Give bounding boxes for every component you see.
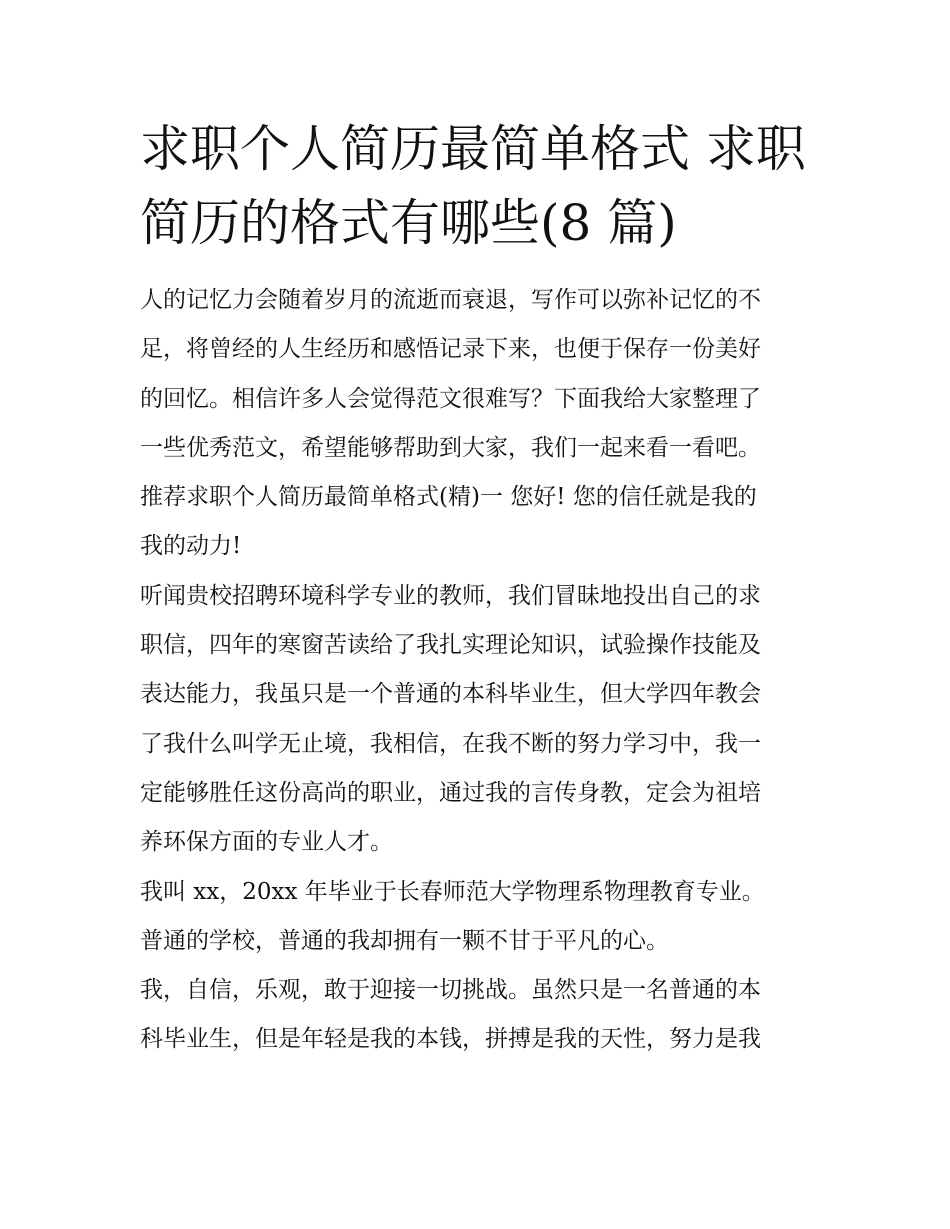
body-line: 了我什么叫学无止境，我相信，在我不断的努力学习中，我一 bbox=[140, 730, 761, 757]
body-line: 我叫 xx，20xx 年毕业于长春师范大学物理系物理教育专业。 bbox=[140, 878, 765, 905]
title-line: 简历的格式有哪些(8 篇) bbox=[140, 194, 677, 252]
body-line: 我，自信，乐观，敢于迎接一切挑战。虽然只是一名普通的本 bbox=[140, 977, 761, 1004]
body-line: 普通的学校，普通的我却拥有一颗不甘于平凡的心。 bbox=[140, 927, 669, 954]
title-line: 求职个人简历最简单格式 求职 bbox=[140, 120, 806, 178]
body-line: 人的记忆力会随着岁月的流逝而衰退，写作可以弥补记忆的不 bbox=[140, 287, 761, 313]
body-line: 足，将曾经的人生经历和感悟记录下来，也便于保存一份美好 bbox=[140, 336, 761, 363]
body-line: 表达能力，我虽只是一个普通的本科毕业生，但大学四年教会 bbox=[140, 681, 761, 708]
document-title bbox=[140, 112, 820, 260]
body-line: 一些优秀范文，希望能够帮助到大家，我们一起来看一看吧。 bbox=[140, 434, 761, 461]
document-body bbox=[140, 276, 820, 1065]
body-line: 我的动力! bbox=[140, 533, 242, 560]
body-line: 定能够胜任这份高尚的职业，通过我的言传身教，定会为祖培 bbox=[140, 779, 761, 806]
body-line: 职信，四年的寒窗苦读给了我扎实理论知识，试验操作技能及 bbox=[140, 632, 761, 659]
body-line: 的回忆。相信许多人会觉得范文很难写？下面我给大家整理了 bbox=[140, 385, 761, 412]
body-line: 推荐求职个人简历最简单格式(精)一 您好! 您的信任就是我的 bbox=[140, 484, 757, 511]
body-line: 养环保方面的专业人才。 bbox=[140, 829, 393, 856]
body-line: 听闻贵校招聘环境科学专业的教师，我们冒昧地投出自己的求 bbox=[140, 582, 761, 609]
body-line: 科毕业生，但是年轻是我的本钱，拼搏是我的天性，努力是我 bbox=[140, 1026, 761, 1053]
